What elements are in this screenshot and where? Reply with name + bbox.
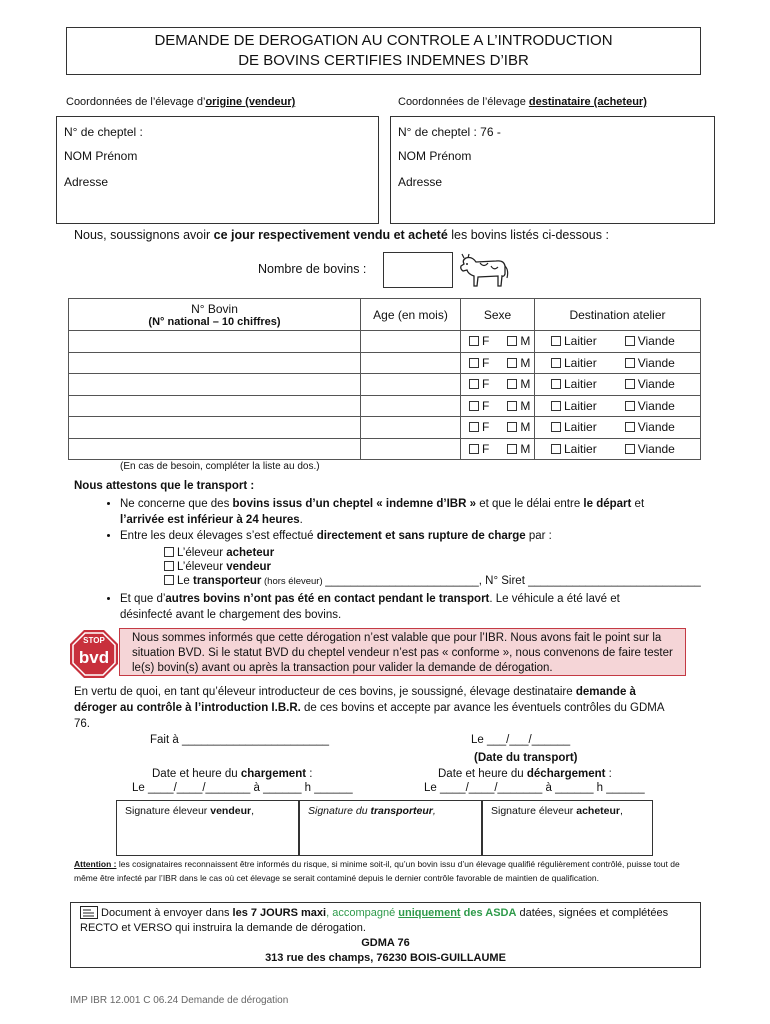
checkbox-viande[interactable]	[625, 401, 635, 411]
destination-cheptel: N° de cheptel : 76 -	[398, 125, 501, 139]
origin-cheptel: N° de cheptel :	[64, 125, 143, 139]
signature-acheteur-box[interactable]: Signature éleveur acheteur,	[482, 800, 653, 856]
checkbox-m[interactable]	[507, 422, 517, 432]
bovin-number-cell[interactable]	[69, 438, 361, 460]
destination-cell: Laitier Viande	[535, 374, 701, 396]
signature-transporteur-box[interactable]: Signature du transporteur,	[299, 800, 482, 856]
option-transporteur[interactable]: Le transporteur (hors éleveur) ________________________, N° Siret ___________________________	[164, 574, 710, 589]
bvd-notice: Nous sommes informés que cette dérogation n’est valable que pour l’IBR. Nous avons fait le point sur la situation BVD. Si le statut BVD du cheptel vendeur n’est pas « conforme », nous convenons de faire tester le(s) bovin(s) avant ou après la transaction pour valider la demande de dérogation.	[119, 628, 686, 676]
sexe-cell: F M	[461, 352, 535, 374]
age-cell[interactable]	[361, 374, 461, 396]
age-cell[interactable]	[361, 438, 461, 460]
age-cell[interactable]	[361, 395, 461, 417]
option-acheteur[interactable]: L’éleveur acheteur	[164, 546, 710, 560]
checkbox-viande[interactable]	[625, 358, 635, 368]
envoi-text: Document à envoyer dans les 7 JOURS maxi, accompagné uniquement des ASDA datées, signées et complétées RECTO et VERSO qui instruira la demande de dérogation.	[80, 907, 669, 934]
bovin-number-cell[interactable]	[69, 331, 361, 353]
table-header	[69, 299, 701, 331]
chargement-field[interactable]: Le ____/____/_______ à ______ h ______	[132, 782, 353, 794]
checkbox-laitier[interactable]	[551, 401, 561, 411]
checkbox-m[interactable]	[507, 358, 517, 368]
attest-item-1: • Ne concerne que des bovins issus d’un cheptel « indemne d’IBR » et que le délai entre le départ et l’arrivée est inférieur à 24 heures.	[120, 496, 710, 528]
age-cell[interactable]	[361, 331, 461, 353]
attest-heading: Nous attestons que le transport :	[74, 480, 255, 492]
origin-nom: NOM Prénom	[64, 149, 138, 163]
sexe-cell: F M	[461, 374, 535, 396]
sexe-cell: F M	[461, 438, 535, 460]
page-title: DEMANDE DE DEROGATION AU CONTROLE A L’INTRODUCTION DE BOVINS CERTIFIES INDEMNES D’IBR	[154, 32, 613, 69]
age-cell[interactable]	[361, 352, 461, 374]
request-text: En vertu de quoi, en tant qu’éleveur introducteur de ces bovins, je soussigné, élevage destinataire demande à déroger au contrôle à l’introduction I.B.R. de ces bovins et accepte par avance les éventuels contrôles du GDMA 76.	[74, 686, 665, 730]
cow-icon	[458, 252, 510, 288]
header-sexe: Sexe	[461, 299, 535, 331]
dechargement-label: Date et heure du déchargement :	[438, 768, 612, 780]
date-transport-label: (Date du transport)	[474, 752, 578, 764]
destination-nom: NOM Prénom	[398, 149, 472, 163]
checkbox-m[interactable]	[507, 379, 517, 389]
bovins-table	[68, 298, 701, 460]
checkbox-laitier[interactable]	[551, 379, 561, 389]
fait-field[interactable]: Fait à _______________________	[150, 734, 330, 746]
destination-cell: Laitier Viande	[535, 417, 701, 439]
checkbox-m[interactable]	[507, 444, 517, 454]
checkbox-acheteur[interactable]	[164, 547, 174, 557]
table-row	[69, 352, 701, 374]
signature-vendeur-box[interactable]: Signature éleveur vendeur,	[116, 800, 299, 856]
checkbox-f[interactable]	[469, 379, 479, 389]
sexe-cell: F M	[461, 417, 535, 439]
checkbox-f[interactable]	[469, 358, 479, 368]
sexe-cell: F M	[461, 331, 535, 353]
checkbox-laitier[interactable]	[551, 444, 561, 454]
destination-cell: Laitier Viande	[535, 331, 701, 353]
stop-sign-text: STOP	[83, 636, 105, 645]
checkbox-vendeur[interactable]	[164, 561, 174, 571]
checkbox-f[interactable]	[469, 401, 479, 411]
table-row	[69, 331, 701, 353]
destination-cell: Laitier Viande	[535, 352, 701, 374]
checkbox-f[interactable]	[469, 336, 479, 346]
table-row	[69, 417, 701, 439]
checkbox-transporteur[interactable]	[164, 575, 174, 585]
bovin-number-cell[interactable]	[69, 395, 361, 417]
bovin-number-cell[interactable]	[69, 417, 361, 439]
nombre-label: Nombre de bovins :	[258, 262, 367, 276]
origin-adresse: Adresse	[64, 175, 109, 189]
chargement-label: Date et heure du chargement :	[152, 768, 313, 780]
date-field[interactable]: Le ___/___/______	[471, 734, 571, 746]
age-cell[interactable]	[361, 417, 461, 439]
checkbox-m[interactable]	[507, 336, 517, 346]
envoi-org: GDMA 76 313 rue des champs, 76230 BOIS-GUILLAUME	[265, 937, 506, 964]
checkbox-viande[interactable]	[625, 422, 635, 432]
bovin-number-cell[interactable]	[69, 374, 361, 396]
header-destination: Destination atelier	[535, 299, 701, 331]
attest-item-2: • Entre les deux élevages s’est effectué directement et sans rupture de charge par : L’éleveur acheteur L’éleveur vendeur Le transporteur (hors éleveur) ________________________, N° Siret ___________________________	[120, 528, 710, 589]
intro-text: Nous, soussignons avoir ce jour respectivement vendu et acheté les bovins listés ci-dessous :	[74, 228, 609, 242]
table-note: (En cas de besoin, compléter la liste au dos.)	[120, 461, 320, 472]
header-age: Age (en mois)	[361, 299, 461, 331]
attention-text: Attention : les cosignataires reconnaissent être informés du risque, si minime soit-il, qu’un bovin issu d’un élevage qualifié régulièrement contrôlé, puisse tout de même être infecté par l’IBR dans le cas où cet élevage se serait contaminé depuis le dernier contrôle favorable de maintien de qualification.	[74, 859, 680, 883]
bovin-number-cell[interactable]	[69, 352, 361, 374]
header-bovin: N° Bovin (N° national – 10 chiffres)	[69, 299, 361, 331]
destination-cell: Laitier Viande	[535, 395, 701, 417]
destination-heading: Coordonnées de l’élevage destinataire (acheteur)	[398, 96, 647, 108]
bvd-logo-text: bvd	[78, 648, 110, 667]
checkbox-f[interactable]	[469, 444, 479, 454]
attest-item-3: • Et que d’autres bovins n’ont pas été en contact pendant le transport. Le véhicule a été lavé et désinfecté avant le chargement des bovins.	[120, 591, 710, 623]
transporteur-field[interactable]: ________________________	[325, 575, 479, 587]
checkbox-laitier[interactable]	[551, 336, 561, 346]
siret-field[interactable]: ___________________________	[528, 575, 701, 587]
checkbox-laitier[interactable]	[551, 358, 561, 368]
checkbox-viande[interactable]	[625, 444, 635, 454]
footer-reference: IMP IBR 12.001 C 06.24 Demande de dérogation	[70, 995, 289, 1006]
destination-cell: Laitier Viande	[535, 438, 701, 460]
transport-options	[120, 546, 710, 589]
option-vendeur[interactable]: L’éleveur vendeur	[164, 560, 710, 574]
origin-heading: Coordonnées de l’élevage d’origine (vendeur)	[66, 96, 296, 108]
checkbox-viande[interactable]	[625, 379, 635, 389]
table-row	[69, 395, 701, 417]
sexe-cell: F M	[461, 395, 535, 417]
nombre-input[interactable]	[383, 252, 453, 288]
checkbox-m[interactable]	[507, 401, 517, 411]
stop-bvd-icon	[69, 629, 119, 679]
checkbox-laitier[interactable]	[551, 422, 561, 432]
destination-adresse: Adresse	[398, 175, 443, 189]
attest-list	[98, 496, 710, 623]
table-row	[69, 438, 701, 460]
dechargement-field[interactable]: Le ____/____/_______ à ______ h ______	[424, 782, 645, 794]
table-row	[69, 374, 701, 396]
checkbox-f[interactable]	[469, 422, 479, 432]
checkbox-viande[interactable]	[625, 336, 635, 346]
